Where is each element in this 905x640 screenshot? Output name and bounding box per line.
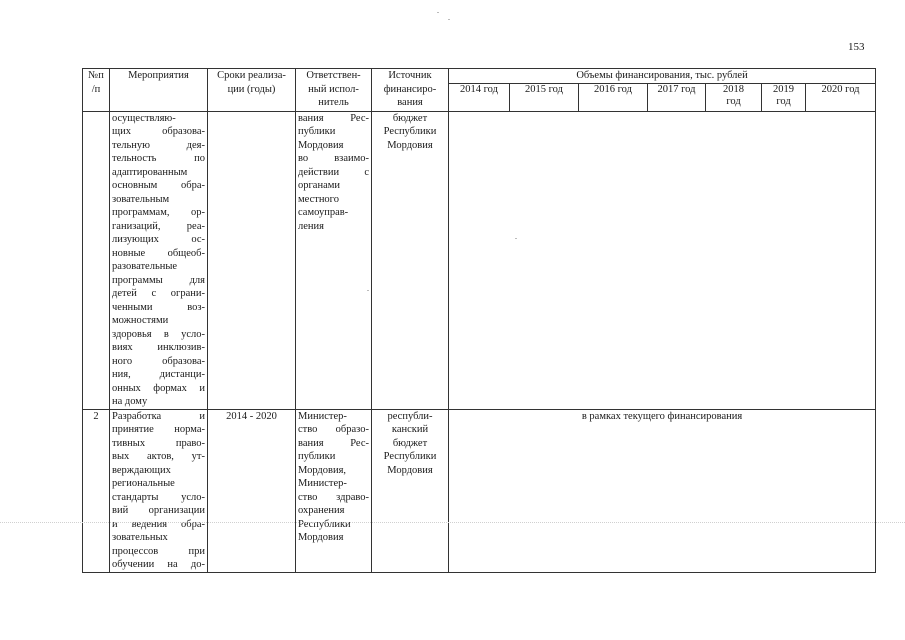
event-line: онных формах и <box>112 382 205 394</box>
row-terms: 2014 - 2020 <box>208 409 296 572</box>
page-number: 153 <box>848 41 865 53</box>
row-responsible <box>296 409 372 572</box>
event-line: новные общеоб- <box>112 247 205 259</box>
responsible-line: ления <box>298 220 324 232</box>
event-line: стандарты усло- <box>112 491 205 503</box>
header-terms <box>208 69 296 112</box>
header-year-line: 2015 год <box>525 83 563 95</box>
responsible-line: во взаимо- <box>298 153 369 164</box>
event-line: детей с ограни- <box>112 288 205 299</box>
header-year-line: год <box>776 95 791 107</box>
header-year-line: 2019 <box>773 83 794 95</box>
header-num-line: /п <box>91 83 101 95</box>
header-year-2018 <box>706 83 762 111</box>
responsible-line: вания Рес- <box>298 112 369 124</box>
responsible-line: ство здраво- <box>298 491 369 503</box>
scan-speck <box>448 19 450 20</box>
event-line: ганизаций, реа- <box>112 220 205 232</box>
responsible-line: публики <box>298 126 336 137</box>
source-line: республи- <box>387 410 433 422</box>
header-volumes: Объемы финансирования, тыс. рублей <box>449 69 876 84</box>
responsible-line: Министер- <box>298 410 347 422</box>
row-financing: в рамках текущего финансирования <box>449 409 876 572</box>
header-source-line: Источник <box>388 70 432 81</box>
financing-table <box>82 68 876 573</box>
row-event <box>110 111 208 409</box>
event-line: можностями <box>112 315 169 326</box>
scan-speck <box>437 12 439 13</box>
header-year-2019 <box>762 83 806 111</box>
row-responsible <box>296 111 372 409</box>
source-line: бюджет <box>392 112 428 124</box>
header-row <box>83 69 876 84</box>
responsible-line: ство образо- <box>298 424 369 435</box>
header-year-line: 2014 год <box>460 83 498 95</box>
source-line: Мордовия <box>387 464 433 476</box>
responsible-line: Министер- <box>298 478 347 489</box>
event-line: адаптированным <box>112 166 188 178</box>
header-source <box>372 69 449 112</box>
responsible-line: самоуправ- <box>298 207 349 218</box>
event-line: тивных право- <box>112 437 205 449</box>
responsible-line: публики <box>298 451 336 462</box>
event-line: программы для <box>112 274 205 286</box>
row-num <box>83 111 110 409</box>
header-year-2014 <box>449 83 510 111</box>
scan-artifact-line <box>0 522 905 524</box>
responsible-line: Мордовия <box>298 139 344 151</box>
event-line: на дому <box>112 396 148 407</box>
event-line: зовательным <box>112 193 170 205</box>
event-line: основным обра- <box>112 180 205 191</box>
responsible-line: Мордовия <box>298 532 344 543</box>
header-terms-line: Сроки реализа- <box>217 70 286 81</box>
source-line: Республики <box>383 451 437 462</box>
responsible-line: охранения <box>298 505 345 516</box>
event-line: обучении на до- <box>112 559 205 570</box>
header-num <box>83 69 110 112</box>
responsible-line: вания Рес- <box>298 437 369 449</box>
header-responsible-line: нитель <box>318 97 349 108</box>
event-line: осуществляю- <box>112 112 176 124</box>
event-line: ния, дистанци- <box>112 369 205 380</box>
event-line: процессов при <box>112 545 205 557</box>
event-line: здоровья в усло- <box>112 328 205 340</box>
header-event: Мероприятия <box>110 69 208 112</box>
header-year-line: 2018 <box>723 83 744 95</box>
event-line: лизующих ос- <box>112 234 205 245</box>
event-line: верждающих <box>112 464 171 476</box>
responsible-line: действии с <box>298 166 369 178</box>
header-year-2016 <box>579 83 648 111</box>
event-line: виях инклюзив- <box>112 342 205 353</box>
header-source-line: вания <box>397 97 423 108</box>
header-year-line: год <box>726 95 741 107</box>
header-num-line: №п <box>88 70 104 81</box>
source-line: Мордовия <box>387 139 433 151</box>
row-event <box>110 409 208 572</box>
table-row <box>83 409 876 572</box>
event-line: вий организации <box>112 505 205 516</box>
event-line: ного образова- <box>112 355 205 367</box>
event-line: программам, ор- <box>112 207 205 218</box>
header-year-2017 <box>648 83 706 111</box>
event-line: разовательные <box>112 261 178 272</box>
scan-speck <box>515 238 517 239</box>
row-num: 2 <box>83 409 110 572</box>
row-financing <box>449 111 876 409</box>
header-responsible-line: Ответствен- <box>306 70 361 81</box>
event-line: принятие норма- <box>112 424 205 435</box>
header-year-2015 <box>510 83 579 111</box>
row-source <box>372 111 449 409</box>
source-line: канский <box>391 424 429 435</box>
responsible-line: органами <box>298 180 341 191</box>
header-responsible-line: ный испол- <box>308 83 359 95</box>
header-year-line: 2017 год <box>657 83 696 95</box>
source-line: бюджет <box>392 437 428 449</box>
header-responsible <box>296 69 372 112</box>
event-line: вых актов, ут- <box>112 451 205 462</box>
responsible-line: Мордовия, <box>298 464 347 476</box>
responsible-line: Республики <box>298 518 351 530</box>
event-line: ченными воз- <box>112 301 205 313</box>
responsible-line: местного <box>298 193 339 205</box>
table-row <box>83 111 876 409</box>
event-line: зовательных <box>112 532 168 543</box>
event-line: региональные <box>112 478 175 489</box>
header-year-line: 2016 год <box>594 83 632 95</box>
event-line: тельность по <box>112 153 205 164</box>
header-terms-line: ции (годы) <box>227 83 276 95</box>
header-year-2020 <box>806 83 876 111</box>
event-line: щих образова- <box>112 126 205 137</box>
event-line: тельную дея- <box>112 139 205 151</box>
row-source <box>372 409 449 572</box>
scan-speck <box>367 290 369 291</box>
header-source-line: финансиро- <box>383 83 437 95</box>
row-terms <box>208 111 296 409</box>
source-line: Республики <box>383 126 437 137</box>
header-year-line: 2020 год <box>821 83 860 95</box>
event-line: и ведения обра- <box>112 518 205 530</box>
event-line: Разработка и <box>112 410 205 422</box>
